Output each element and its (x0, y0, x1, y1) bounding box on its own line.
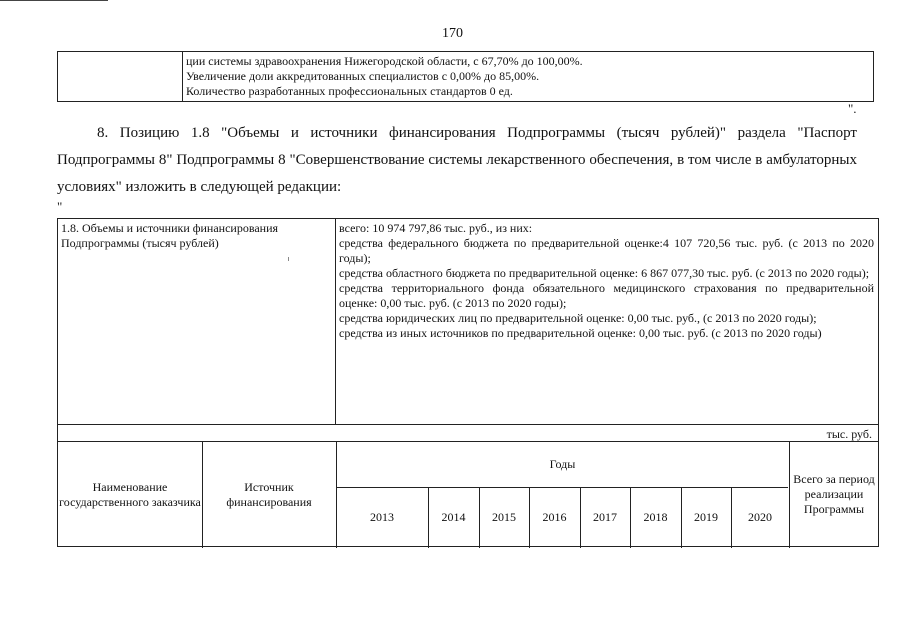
header-years: Годы (549, 456, 576, 471)
year-2016: 2016 (542, 510, 567, 524)
financing-table (57, 218, 879, 547)
position-value-cell (336, 219, 878, 424)
year-2020: 2020 (748, 510, 772, 524)
position-label-cell (58, 219, 336, 424)
closing-quote: ". (848, 101, 857, 116)
row-divider (58, 424, 878, 425)
page-number: 170 (442, 26, 463, 41)
year-2014: 2014 (441, 510, 466, 524)
financing-line: средства областного бюджета по предварительной оценке: 6 867 077,30 тыс. руб. (с 2013 по 2020 годы); (339, 266, 870, 280)
continuation-table (57, 51, 874, 102)
financing-line: всего: 10 974 797,86 тыс. руб., из них: (339, 221, 533, 235)
financing-line: средства юридических лиц по предварительной оценке: 0,00 тыс. руб., (с 2013 по 2020 годы); (339, 311, 817, 325)
header-source: Источник финансирования (226, 479, 312, 509)
continuation-line: Количество разработанных профессиональных стандартов 0 ед. (186, 84, 513, 98)
continuation-empty-cell (58, 52, 183, 102)
top-rule (0, 0, 108, 1)
continuation-line: ции системы здравоохранения Нижегородской области, с 67,70% до 100,00%. (186, 54, 583, 68)
financing-line: средства федерального бюджета по предварительной оценке:4 107 720,56 тыс. руб. (с 2013 по 2020 годы); (339, 236, 874, 265)
opening-quote: " (57, 199, 63, 214)
year-2013: 2013 (370, 510, 394, 524)
amendment-paragraph: 8. Позицию 1.8 "Объемы и источники финансирования Подпрограммы (тысяч рублей)" раздела "Паспорт Подпрограммы 8" Подпрограммы 8 "Совершенствование системы лекарственного обеспечения, в том числе в амбулаторных условиях" изложить в следующей редакции: (57, 125, 857, 195)
continuation-line: Увеличение доли аккредитованных специалистов с 0,00% до 85,00%. (186, 69, 540, 83)
position-label: 1.8. Объемы и источники финансирования Подпрограммы (тысяч рублей) (61, 221, 279, 250)
financing-line: средства территориального фонда обязательного медицинского страхования по предварительной оценке: 0,00 тыс. руб. (с 2013 по 2020 годы); (339, 281, 874, 310)
unit-label: тыс. руб. (826, 427, 872, 441)
scan-mark (288, 257, 289, 261)
continuation-text-cell (183, 52, 874, 102)
financing-line: средства из иных источников по предварительной оценке: 0,00 тыс. руб. (с 2013 по 2020 годы) (339, 326, 822, 340)
year-2015: 2015 (492, 510, 516, 524)
year-2018: 2018 (643, 510, 668, 524)
year-2019: 2019 (694, 510, 718, 524)
header-total: Всего за период реализации Программы (793, 472, 875, 516)
year-2017: 2017 (593, 510, 617, 524)
header-customer: Наименование государственного заказчика (59, 479, 201, 509)
